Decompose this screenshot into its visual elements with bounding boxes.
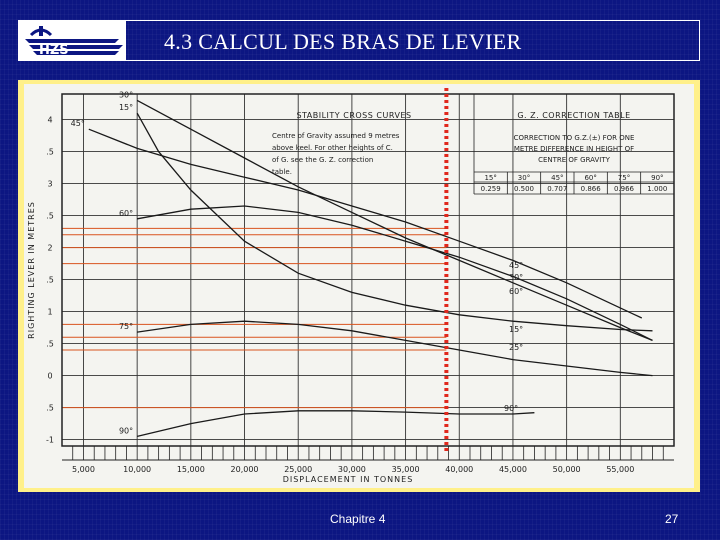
chart-note-line: table. — [272, 168, 292, 176]
series-label-right: 45° — [509, 261, 524, 270]
table-header-cell: 75° — [617, 174, 631, 182]
x-tick-label: 20,000 — [230, 465, 259, 474]
series-label-left: 75° — [118, 322, 134, 332]
series-label-right: 60° — [509, 287, 524, 296]
slide-title: 4.3 CALCUL DES BRAS DE LEVIER — [164, 29, 522, 54]
table-title: G. Z. CORRECTION TABLE — [517, 111, 631, 120]
series-label-right: 30° — [509, 273, 524, 282]
chart-note-line: of G. see the G. Z. correction — [272, 156, 374, 164]
series-line-3 — [137, 206, 652, 340]
y-tick-label: 0 — [47, 371, 53, 381]
y-tick-label: .5 — [46, 211, 54, 221]
x-tick-label: 55,000 — [606, 465, 635, 474]
table-header-cell: 15° — [484, 174, 497, 182]
x-tick-label: 35,000 — [391, 465, 420, 474]
table-value-cell: 0.259 — [480, 185, 501, 193]
table-value-cell: 0.707 — [547, 185, 568, 193]
table-header-cell: 45° — [551, 174, 564, 182]
series-label-left: 60° — [118, 208, 134, 218]
correction-table — [474, 94, 674, 194]
footer-chapter: Chapitre 4 — [330, 512, 386, 526]
y-tick-label: 2 — [47, 243, 53, 253]
series-label-left: 90° — [118, 426, 134, 436]
table-header-cell: 30° — [517, 174, 531, 182]
series-label-left: 30° — [118, 90, 134, 100]
series-line-4 — [137, 321, 652, 375]
x-tick-label: 15,000 — [176, 465, 205, 474]
hzs-logo — [19, 21, 126, 60]
series-label-left: 15° — [118, 103, 134, 113]
y-tick-label: .5 — [46, 275, 54, 285]
cross-curves-chart — [24, 84, 694, 488]
table-subtitle-line: METRE DIFFERENCE IN HEIGHT OF — [513, 145, 635, 153]
table-value-cell: 1.000 — [647, 185, 668, 193]
table-value-cell: 0.966 — [613, 185, 635, 193]
x-tick-label: 10,000 — [123, 465, 152, 474]
table-header-cell: 60° — [584, 174, 597, 182]
y-tick-label: .5 — [46, 339, 54, 349]
chart-title: STABILITY CROSS CURVES — [296, 111, 412, 120]
page-number: 27 — [665, 512, 679, 526]
x-tick-label: 40,000 — [445, 465, 474, 474]
y-tick-label: .5 — [46, 403, 54, 413]
x-tick-label: 25,000 — [284, 465, 313, 474]
reference-lines — [62, 228, 446, 407]
series-label-right: 90° — [504, 404, 519, 413]
table-subtitle-line: CORRECTION TO G.Z.(±) FOR ONE — [513, 134, 635, 142]
y-tick-label: 1 — [47, 307, 53, 317]
table-value-cell: 0.500 — [513, 185, 535, 193]
y-tick-label: 3 — [47, 179, 53, 189]
series-label-left: 45° — [70, 119, 85, 129]
chart-paper — [24, 84, 694, 488]
series-line-5 — [137, 411, 534, 437]
chart-note-line: above keel. For other heights of C. — [272, 144, 393, 152]
series-label-right: 15° — [509, 325, 524, 334]
table-value-cell: 0.866 — [580, 185, 601, 193]
title-bar — [18, 20, 700, 61]
chart-note-line: Centre of Gravity assumed 9 metres — [272, 132, 400, 140]
hzs-logo-icon — [19, 21, 125, 60]
x-tick-label: 45,000 — [498, 465, 527, 474]
y-tick-label: 4 — [47, 115, 53, 125]
y-tick-label: -1 — [46, 435, 54, 445]
table-header-cell: 90° — [651, 174, 664, 182]
x-tick-label: 30,000 — [337, 465, 366, 474]
x-tick-label: 5,000 — [72, 465, 95, 474]
x-tick-label: 50,000 — [552, 465, 581, 474]
x-axis-label: DISPLACEMENT IN TONNES — [282, 475, 414, 484]
y-tick-label: .5 — [46, 147, 54, 157]
table-subtitle-line: CENTRE OF GRAVITY — [538, 156, 610, 164]
y-axis-label: RIGHTING LEVER IN METRES — [27, 201, 36, 339]
series-label-right: 25° — [509, 343, 524, 352]
logo-text: HZS — [39, 43, 69, 58]
chart-frame — [18, 80, 700, 492]
